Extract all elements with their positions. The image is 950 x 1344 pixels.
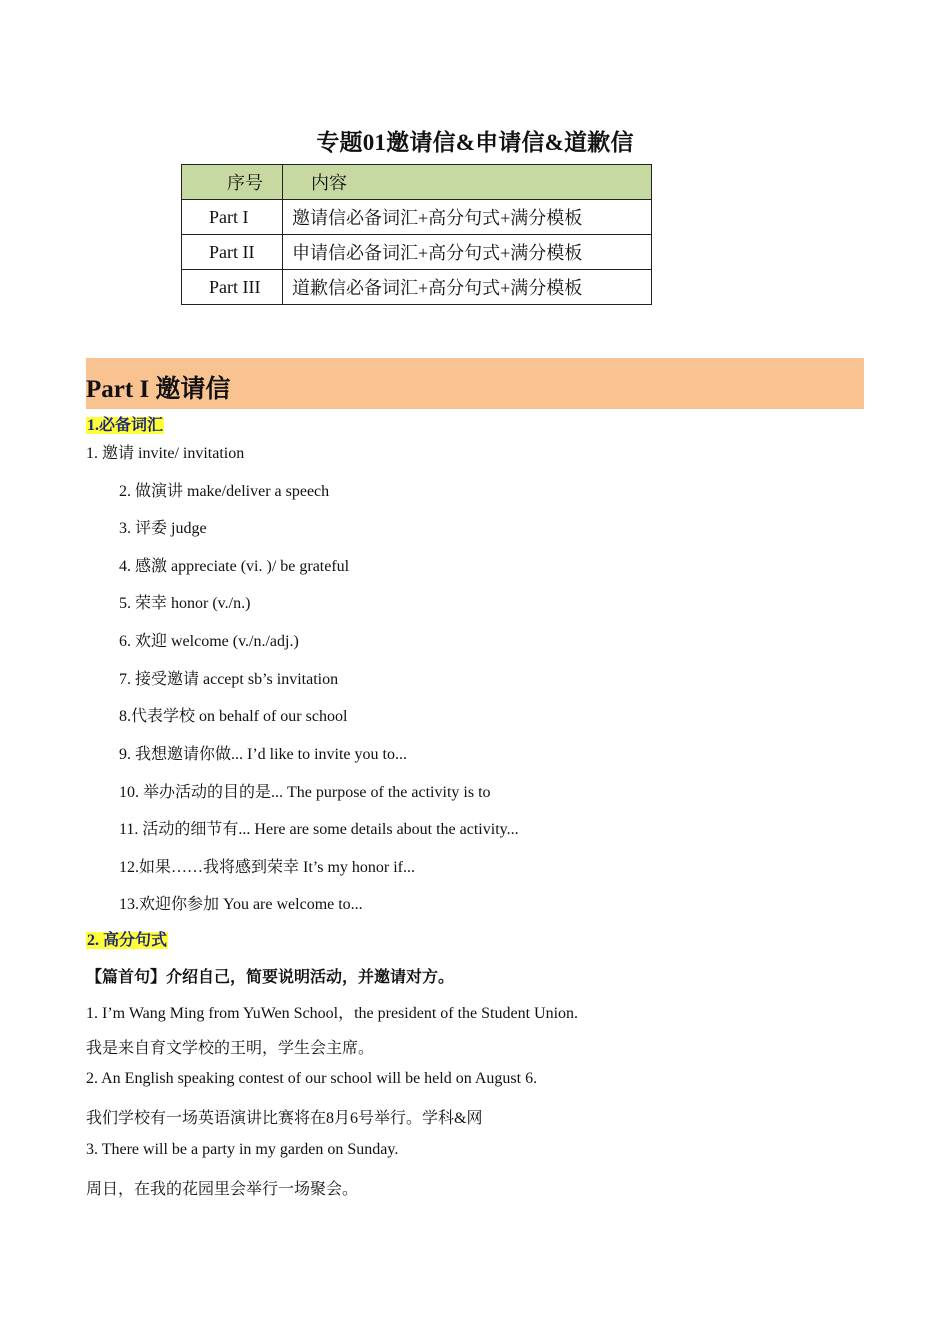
row-number: Part III — [182, 270, 283, 305]
header-number: 序号 — [182, 165, 283, 200]
row-content: 申请信必备词汇+高分句式+满分模板 — [283, 235, 652, 270]
vocab-item: 3. 评委 judge — [119, 520, 207, 537]
vocab-item: 6. 欢迎 welcome (v./n./adj.) — [119, 633, 299, 650]
example-translation: 我是来自育文学校的王明，学生会主席。 — [86, 1040, 375, 1057]
table-row — [182, 235, 652, 270]
example-sentence: 2. An English speaking contest of our school will be held on August 6. — [86, 1070, 538, 1087]
vocab-item: 5. 荣幸 honor (v./n.) — [119, 595, 251, 612]
contents-table — [181, 164, 652, 305]
vocab-item: 10. 举办活动的目的是... The purpose of the activity is to — [119, 784, 491, 801]
vocab-item: 7. 接受邀请 accept sb’s invitation — [119, 671, 339, 688]
table-row — [182, 270, 652, 305]
example-translation: 周日，在我的花园里会举行一场聚会。 — [86, 1181, 359, 1198]
section-label-text: 2. 高分句式 — [87, 932, 168, 949]
row-content: 邀请信必备词汇+高分句式+满分模板 — [283, 200, 652, 235]
section-label-sentences — [86, 927, 168, 950]
example-sentence: 1. I’m Wang Ming from YuWen School，the president of the Student Union. — [86, 1005, 579, 1022]
vocab-item: 12.如果……我将感到荣幸 It’s my honor if... — [119, 859, 415, 876]
section-label-vocab — [86, 412, 164, 435]
vocab-item: 1. 邀请 invite/ invitation — [86, 445, 245, 462]
vocab-item: 11. 活动的细节有... Here are some details about the activity... — [119, 821, 519, 838]
vocab-item: 2. 做演讲 make/deliver a speech — [119, 483, 330, 500]
row-content: 道歉信必备词汇+高分句式+满分模板 — [283, 270, 652, 305]
opening-sentence-lead: 【篇首句】介绍自己，简要说明活动，并邀请对方。 — [86, 969, 455, 986]
vocab-item: 9. 我想邀请你做... I’d like to invite you to... — [119, 746, 407, 763]
part-heading: Part I 邀请信 — [86, 376, 231, 403]
vocab-item: 13.欢迎你参加 You are welcome to... — [119, 896, 363, 913]
row-number: Part II — [182, 235, 283, 270]
header-content: 内容 — [283, 165, 652, 200]
row-number: Part I — [182, 200, 283, 235]
table-header-row — [182, 165, 652, 200]
vocab-item: 4. 感激 appreciate (vi. )/ be grateful — [119, 558, 350, 575]
document-title: 专题01邀请信&申请信&道歉信 — [316, 130, 634, 155]
example-sentence: 3. There will be a party in my garden on Sunday. — [86, 1141, 399, 1158]
table-row — [182, 200, 652, 235]
vocab-item: 8.代表学校 on behalf of our school — [119, 708, 348, 725]
example-translation: 我们学校有一场英语演讲比赛将在8月6号举行。学科&网 — [86, 1110, 483, 1127]
section-label-text: 1.必备词汇 — [87, 417, 164, 434]
